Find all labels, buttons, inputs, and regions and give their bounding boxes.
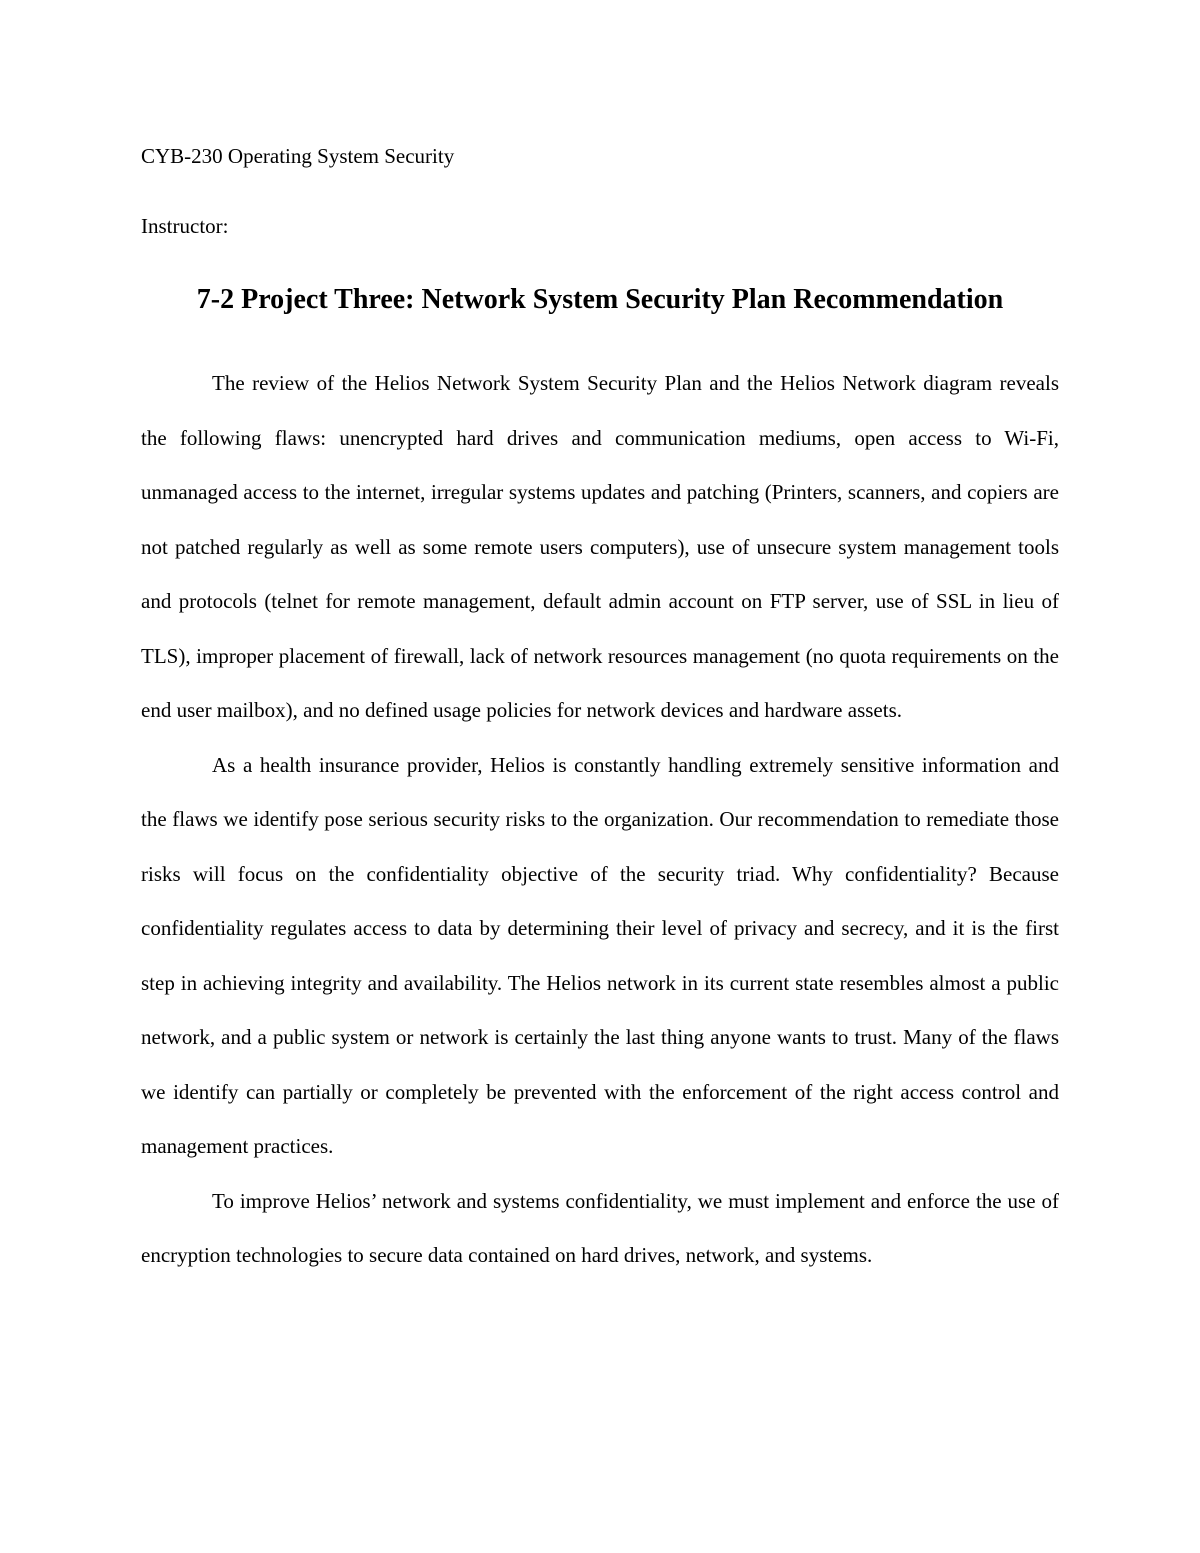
course-name: CYB-230 Operating System Security xyxy=(141,144,455,168)
paragraph-confidentiality: As a health insurance provider, Helios is constantly handling extremely sensitive information and the flaws we identify pose serious security risks to the organization. Our recommendation to remediate those risks will focus on the confidentiality objective of the security triad. Why confidentiality? Because confidentiality regulates access to data by determining their level of privacy and secrecy, and it is the first step in achieving integrity and availability. The Helios network in its current state resembles almost a public network, and a public system or network is certainly the last thing anyone wants to trust. Many of the flaws we identify can partially or completely be prevented with the enforcement of the right access control and management practices. xyxy=(141,752,1059,1158)
paragraph-encryption: To improve Helios’ network and systems confidentiality, we must implement and enforce the use of encryption technologies to secure data contained on hard drives, network, and systems. xyxy=(141,1188,1059,1267)
paragraph-flaws: The review of the Helios Network System Security Plan and the Helios Network diagram reveals the following flaws: unencrypted hard drives and communication mediums, open access to Wi-Fi, unmanaged access to the internet, irregular systems updates and patching (Printers, scanners, and copiers are not patched regularly as well as some remote users computers), use of unsecure system management tools and protocols (telnet for remote management, default admin account on FTP server, use of SSL in lieu of TLS), improper placement of firewall, lack of network resources management (no quota requirements on the end user mailbox), and no defined usage policies for network devices and hardware assets. xyxy=(141,371,1059,722)
instructor-label: Instructor: xyxy=(141,214,229,238)
document-title: 7-2 Project Three: Network System Security Plan Recommendation xyxy=(196,284,1004,315)
document-body xyxy=(141,356,1059,1283)
